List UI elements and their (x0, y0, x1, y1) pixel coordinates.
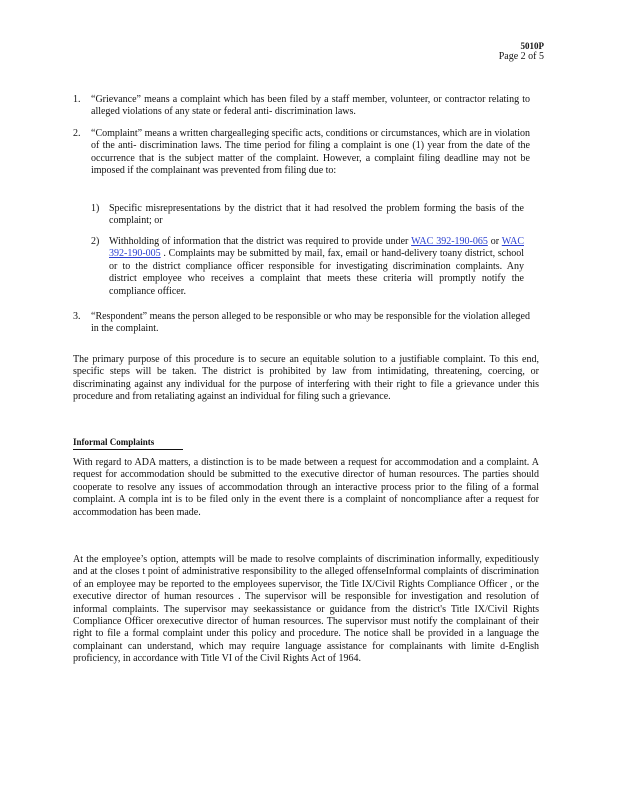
definition-complaint (73, 128, 530, 178)
subitem-text: Specific misrepresentations by the district that it had resolved the problem forming the basis of the complaint; or (109, 203, 524, 227)
wac-392-190-065-link[interactable]: WAC 392-190-065 (411, 236, 488, 247)
subitem-text-mid: or (487, 236, 502, 247)
list-number: 2) (91, 236, 100, 247)
purpose-paragraph: The primary purpose of this procedure is to secure an equitable solution to a justifiable complaint. To this end, specific steps will be taken. The district is prohibited by law from intimidating, threatening, coercing, or discriminating against any individual for the purpose of interfering with their right to file a grievance under this procedure and from retaliating against an individual for filing such a grievance. (73, 354, 539, 403)
wac-392-190-005-link[interactable]: WAC 392-190-005 (109, 236, 524, 260)
list-number: 3. (73, 311, 81, 322)
subitem-misrepresentations (91, 203, 524, 228)
list-number: 1) (91, 203, 100, 214)
definition-respondent (73, 311, 530, 336)
list-number: 2. (73, 128, 81, 139)
definition-text: “Respondent” means the person alleged to be responsible or who may be responsible for the violation alleged in the complaint. (91, 311, 530, 335)
page-number: Page 2 of 5 (498, 51, 544, 62)
policy-code: 5010P (520, 41, 544, 51)
subitem-text-end: . Complaints may be submitted by mail, fax, email or hand-delivery toany district, school or to the district compliance officer responsible for investigating discrimination complaints. Any district employee who receives a complaint that meets these criteria will promptly notify the compliance officer. (109, 248, 524, 297)
definition-grievance (73, 94, 530, 119)
heading-underline (73, 449, 183, 450)
section-heading: Informal Complaints (73, 437, 155, 447)
informal-option-paragraph: At the employee’s option, attempts will be made to resolve complaints of discrimination informally, expeditiously and at the closes t point of administrative responsibility to the alleged offenseInformal complaints of discrimination of an employee may be reported to the employees supervisor, the Title IX/Civil Rights Compliance Officer , or the executive director of human resources . The supervisor will be responsible for investigation and resolution of informal complaints. The supervisor may seekassistance or guidance from the district's Title IX/Civil Rights Compliance Officer orexecutive director of human resources. The supervisor must notify the complainant of their right to file a formal complaint under this policy and procedure. The notice shall be provided in a language the complainant can understand, which may require language assistance for complainants with limite d-English proficiency, in accordance with Title VI of the Civil Rights Act of 1964. (73, 554, 539, 665)
definition-text: “Grievance” means a complaint which has been filed by a staff member, volunteer, or contractor relating to alleged violations of any state or federal anti- discrimination laws. (91, 94, 530, 118)
subitem-text (109, 236, 524, 298)
definition-text: “Complaint” means a written chargealleging specific acts, conditions or circumstances, which are in violation of the anti- discrimination laws. The time period for filing a complaint is one (1) year from the date of the occurrence that is the subject matter of the complaint. However, a complaint filing deadline may not be imposed if the complainant was prevented from filing due to: (91, 128, 530, 177)
list-number: 1. (73, 94, 81, 105)
subitem-withholding (91, 236, 524, 298)
subitem-text-start: Withholding of information that the district was required to provide under (109, 236, 412, 247)
ada-paragraph: With regard to ADA matters, a distinction is to be made between a request for accommodation and a complaint. A request for accommodation should be submitted to the executive director of human resources. The parties should cooperate to resolve any issues of accommodation through an interactive process prior to the filing of a formal complaint. A compla int is to be filed only in the event there is a complaint of noncompliance after a request for accommodation has been made. (73, 457, 539, 518)
